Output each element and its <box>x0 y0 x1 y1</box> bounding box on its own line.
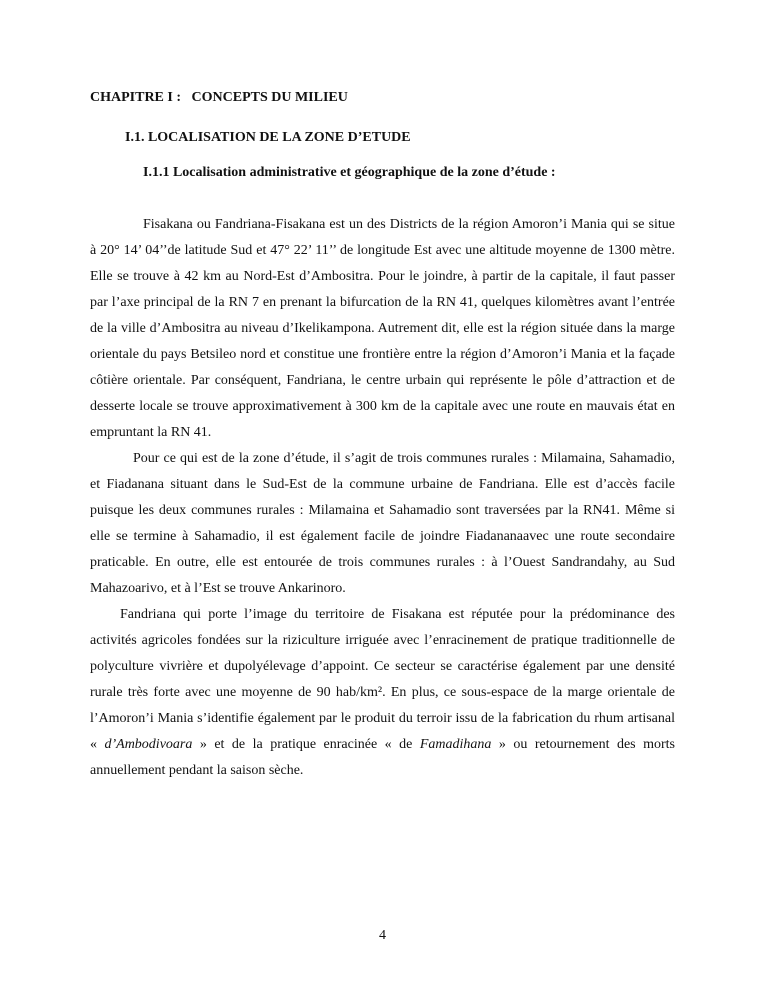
paragraph-localisation: Fisakana ou Fandriana-Fisakana est un des Districts de la région Amoron’i Mania qui se situe à 20° 14’ 04’’de latitude Sud et 47° 22’ 11’’ de longitude Est avec une altitude moyenne de 1300 mètre. Elle se trouve à 42 km au Nord-Est d’Ambositra. Pour le joindre, à partir de la capitale, il faut passer par l’axe principal de la RN 7 en prenant la bifurcation de la RN 41, quelques kilomètres avant l’entrée de la ville d’Ambositra au niveau d’Ikelikampona. Autrement dit, elle est la région située dans la marge orientale du pays Betsileo nord et constitue une frontière entre la région d’Amoron’i Mania et la façade côtière orientale. Par conséquent, Fandriana, le centre urbain qui représente le pôle d’attraction et de desserte locale se trouve approximativement à 300 km de la capitale avec une route en mauvais état en empruntant la RN 41. <box>90 217 675 440</box>
term-ambodivoara: d’Ambodivoara <box>104 737 193 752</box>
page-number: 4 <box>379 928 386 943</box>
paragraph-activites-text-1: Fandriana qui porte l’image du territoire de Fisakana est réputée pour la prédominance des activités agricoles fondées sur la riziculture irriguée avec l’enracinement de pratique traditionnelle de polyculture vivrière et dupolyélevage d’appoint. Ce secteur se caractérise également par une densité rurale très forte avec une moyenne de 90 hab/km². En plus, ce sous-espace de la marge orientale de l’Amoron’i Mania s’identifie également par le produit du terroir issu de la fabrication du rhum artisanal « <box>90 607 675 752</box>
paragraph-activites-text-3: » ou retournement des morts annuellement pendant la saison sèche. <box>90 737 676 778</box>
body-text <box>90 212 675 784</box>
term-famadihana: Famadihana <box>419 737 492 752</box>
paragraph-activites <box>90 602 675 784</box>
paragraph-activites-text-2: » et de la pratique enracinée « de <box>192 737 420 752</box>
section-title: I.1. LOCALISATION DE LA ZONE D’ETUDE <box>125 130 411 145</box>
chapter-title: CHAPITRE I : CONCEPTS DU MILIEU <box>90 90 348 105</box>
subsection-title: I.1.1 Localisation administrative et géographique de la zone d’étude : <box>143 165 556 180</box>
paragraph-zone-etude: Pour ce qui est de la zone d’étude, il s’agit de trois communes rurales : Milamaina, Sahamadio, et Fiadanana situant dans le Sud-Est de la commune urbaine de Fandriana. Elle est d’accès facile puisque les deux communes rurales : Milamaina et Sahamadio sont traversées par la RN41. Même si elle se termine à Sahamadio, il est également facile de joindre Fiadananaavec une route secondaire praticable. En outre, elle est entourée de trois communes rurales : à l’Ouest Sandrandahy, au Sud Mahazoarivo, et à l’Est se trouve Ankarinoro. <box>90 451 675 596</box>
